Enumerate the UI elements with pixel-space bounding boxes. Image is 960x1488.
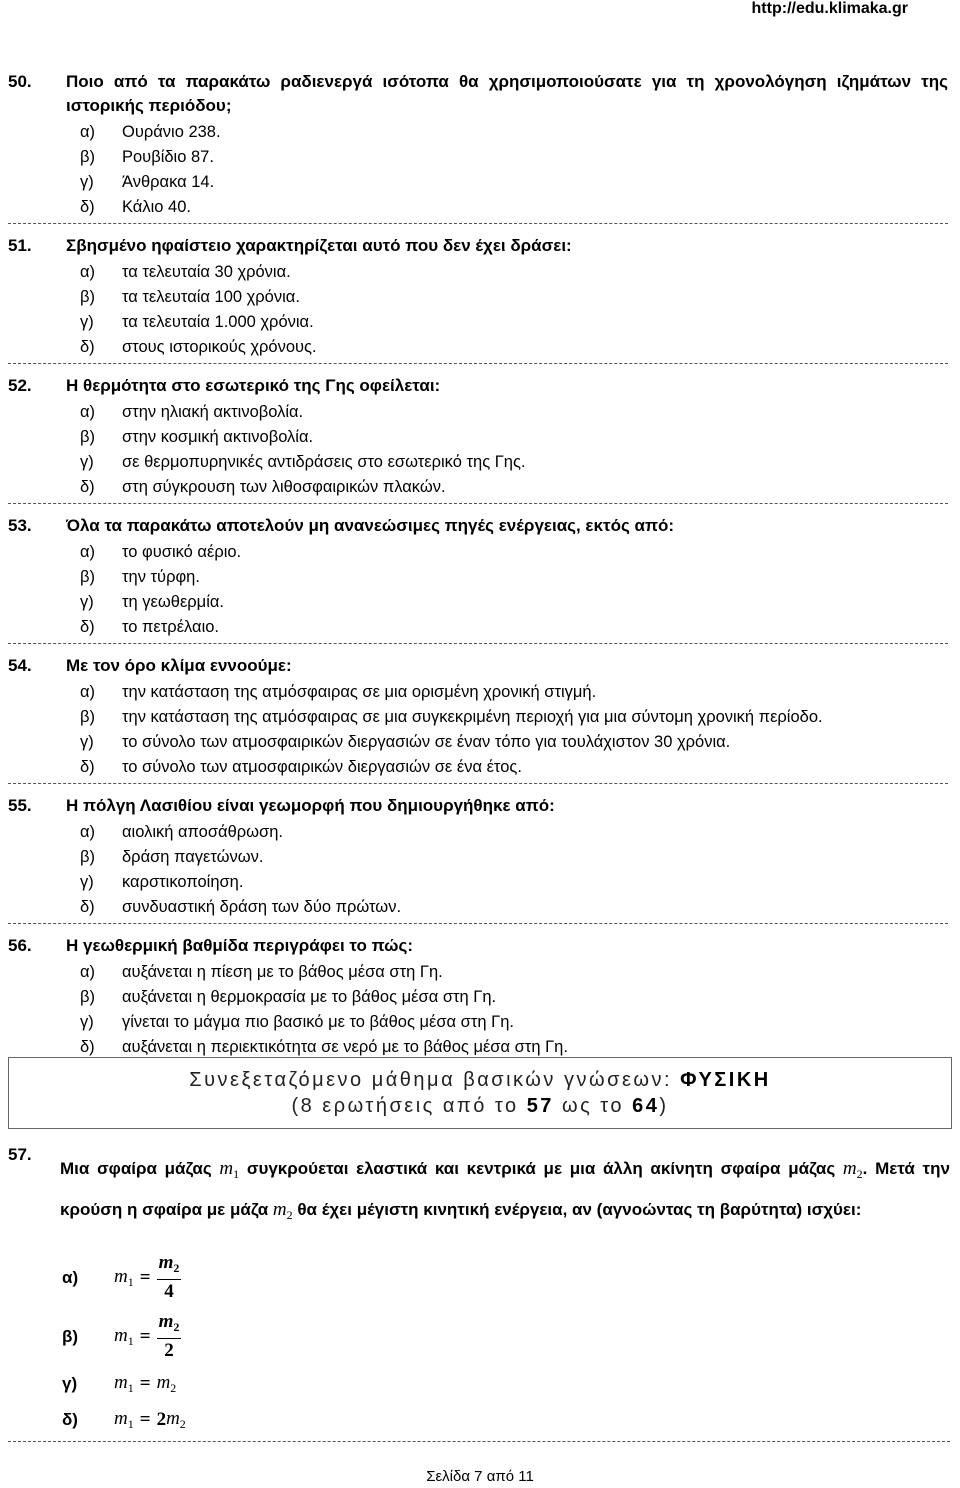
question-number: 55. [8, 796, 32, 815]
question-text: Σβησμένο ηφαίστειο χαρακτηρίζεται αυτό που δεν έχει δράσει: [66, 236, 572, 255]
option: β) Ρουβίδιο 87. [80, 148, 214, 166]
question-number: 56. [8, 936, 32, 955]
option: α) το φυσικό αέριο. [80, 543, 242, 561]
fraction: $\frac{m_2}{4}$ [158, 1252, 180, 1302]
option: γ) γίνεται το μάγμα πιο βασικό με το βάθος μέσα στη Γη. [80, 1013, 514, 1031]
question-56 [8, 934, 948, 1060]
question-57 [8, 1145, 950, 1233]
option: δ) το σύνολο των ατμοσφαιρικών διεργασιών σε ένα έτος. [80, 758, 522, 776]
separator [8, 923, 948, 924]
question-number: 50. [8, 72, 32, 91]
question-text: Όλα τα παρακάτω αποτελούν μη ανανεώσιμες πηγές ενέργειας, εκτός από: [66, 516, 675, 535]
question-number: 53. [8, 516, 32, 535]
option: β) την τύρφη. [80, 568, 200, 586]
section-header-box [8, 1057, 952, 1129]
option: γ) τα τελευταία 1.000 χρόνια. [80, 313, 314, 331]
question-text: Με τον όρο κλίμα εννοούμε: [66, 656, 292, 675]
option: α) Ουράνιο 238. [80, 123, 221, 141]
option: γ) το σύνολο των ατμοσφαιρικών διεργασιών σε έναν τόπο για τουλάχιστον 30 χρόνια. [80, 733, 731, 751]
option: δ) συνδυαστική δράση των δύο πρώτων. [80, 898, 402, 916]
fraction: $\frac{m_2}{2}$ [158, 1311, 180, 1361]
section-title: Συνεξεταζόμενο μάθημα βασικών γνώσεων: ΦΥΣΙΚΗ [189, 1069, 771, 1091]
separator [8, 643, 948, 644]
question-text: Η πόλγη Λασιθίου είναι γεωμορφή που δημιουργήθηκε από: [66, 796, 555, 815]
option: δ) Κάλιο 40. [80, 198, 191, 216]
question-text: Η γεωθερμική βαθμίδα περιγράφει το πώς: [66, 936, 414, 955]
page-footer: Σελίδα 7 από 11 [426, 1468, 534, 1485]
option: β) την κατάσταση της ατμόσφαιρας σε μια συγκεκριμένη περιοχή για μια σύντομη χρονική περίοδο. [80, 708, 823, 726]
option: α) τα τελευταία 30 χρόνια. [80, 263, 291, 281]
separator [8, 223, 948, 224]
question-50 [8, 70, 948, 224]
question-55 [8, 794, 948, 924]
option: β) στην κοσμική ακτινοβολία. [80, 428, 314, 446]
question-54 [8, 654, 948, 784]
question-text: Μια σφαίρα μάζας $m_1$ συγκρούεται ελαστικά και κεντρικά με μια άλλη ακίνητη σφαίρα μάζας $m_2$. Μετά την κρούση η σφαίρα με μάζα $m_2$ θα έχει μέγιστη κινητική ενέργεια, αν (αγνοώντας τη βαρύτητα) ισχύει: [60, 1158, 950, 1222]
separator [8, 1441, 950, 1442]
separator [8, 363, 948, 364]
option: β) τα τελευταία 100 χρόνια. [80, 288, 300, 306]
separator [8, 503, 948, 504]
option: β) αυξάνεται η θερμοκρασία με το βάθος μέσα στη Γη. [80, 988, 497, 1006]
option: δ) το πετρέλαιο. [80, 618, 220, 636]
question-text: Η θερμότητα στο εσωτερικό της Γης οφείλεται: [66, 376, 441, 395]
question-51 [8, 234, 948, 364]
section-subtitle: (8 ερωτήσεις από το 57 ως το 64) [291, 1095, 669, 1117]
header-url[interactable]: http://edu.klimaka.gr [751, 0, 908, 17]
formula-option-d: δ) $m_1$ = 2 $m_2$ [62, 1408, 186, 1431]
question-53 [8, 514, 948, 644]
question-number: 51. [8, 236, 32, 255]
option: γ) καρστικοποίηση. [80, 873, 244, 891]
formula-option-c: γ) $m_1$ = $m_2$ [62, 1372, 177, 1395]
option: δ) αυξάνεται η περιεκτικότητα σε νερό με το βάθος μέσα στη Γη. [80, 1038, 568, 1056]
separator [8, 783, 948, 784]
option: β) δράση παγετώνων. [80, 848, 264, 866]
question-number: 54. [8, 656, 32, 675]
option: γ) τη γεωθερμία. [80, 593, 224, 611]
option: α) την κατάσταση της ατμόσφαιρας σε μια ορισμένη χρονική στιγμή. [80, 683, 597, 701]
option: α) στην ηλιακή ακτινοβολία. [80, 403, 304, 421]
section-subject: ΦΥΣΙΚΗ [680, 1069, 771, 1091]
option: δ) στη σύγκρουση των λιθοσφαιρικών πλακών. [80, 478, 446, 496]
option: δ) στους ιστορικούς χρόνους. [80, 338, 317, 356]
formula-option-b: β) $m_1$ = $\frac{m_2}{2}$ [62, 1311, 180, 1361]
questions-list [8, 70, 948, 1060]
option: α) αιολική αποσάθρωση. [80, 823, 283, 841]
option: γ) σε θερμοπυρηνικές αντιδράσεις στο εσωτερικό της Γης. [80, 453, 526, 471]
option: γ) Άνθρακα 14. [80, 173, 215, 191]
question-text: Ποιο από τα παρακάτω ραδιενεργά ισότοπα θα χρησιμοποιούσατε για τη χρονολόγηση ιζημάτων της ιστορικής περιόδου; [66, 72, 948, 115]
option: α) αυξάνεται η πίεση με το βάθος μέσα στη Γη. [80, 963, 443, 981]
formula-option-a: α) $m_1$ = $\frac{m_2}{4}$ [62, 1252, 180, 1302]
question-number: 52. [8, 376, 32, 395]
question-52 [8, 374, 948, 504]
question-number: 57. [8, 1145, 32, 1164]
